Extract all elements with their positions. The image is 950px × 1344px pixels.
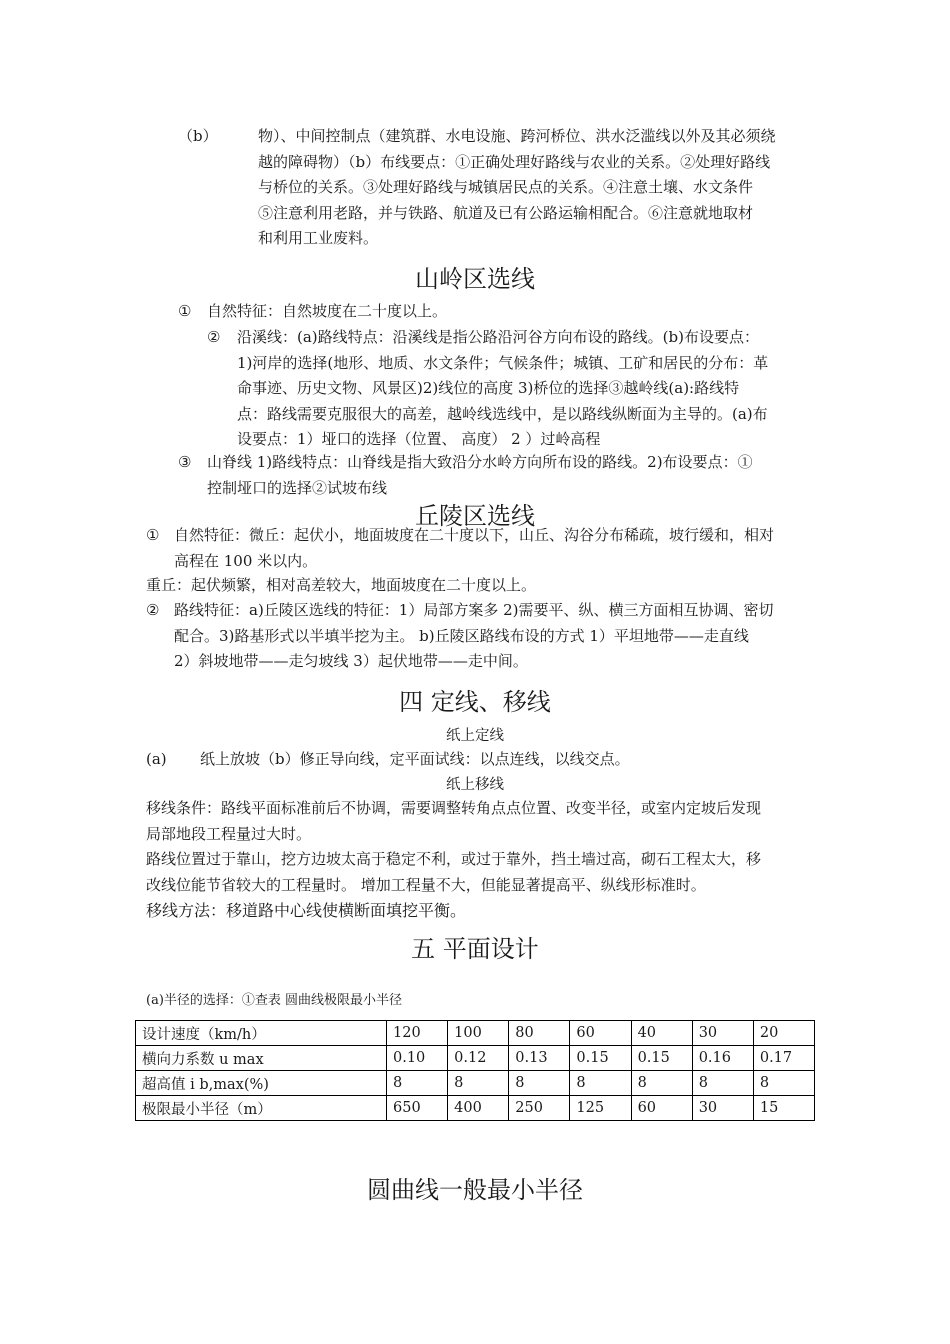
- hill-item2-line: 路线特征：a)丘陵区选线的特征：1）局部方案多 2)需要平、纵、横三方面相互协调、密切: [174, 601, 774, 619]
- move-line: 移线条件：路线平面标准前后不协调，需要调整转角点点位置、改变半径，或室内定坡后发现: [146, 799, 762, 817]
- table-row: [136, 1096, 815, 1121]
- intro-line: ⑤注意利用老路，并与铁路、航道及已有公路运输相配合。⑥注意就地取材: [258, 203, 754, 222]
- table-cell: 125: [570, 1096, 631, 1121]
- table-cell: 0.12: [448, 1046, 509, 1071]
- table-cell: 横向力系数 u max: [136, 1046, 387, 1071]
- table-row: [136, 1021, 815, 1046]
- heading-mountain: 山岭区选线: [415, 265, 535, 293]
- hill-item2-paragraph: [174, 598, 819, 675]
- table-cell: 8: [692, 1071, 753, 1096]
- mountain-item2-line: 1)河岸的选择(地形、地质、水文条件；气候条件；城镇、工矿和居民的分布：革: [237, 353, 769, 372]
- table-cell: 0.17: [753, 1046, 814, 1071]
- hill-item1-line: 高程在 100 米以内。: [174, 551, 318, 570]
- heading-general-radius: 圆曲线一般最小半径: [367, 1176, 583, 1204]
- table-cell: 60: [631, 1096, 692, 1121]
- mountain-item2-line: 沿溪线：(a)路线特点：沿溪线是指公路沿河谷方向布设的路线。(b)布设要点：: [237, 328, 759, 346]
- hill-item2-line: 配合。3)路基形式以半填半挖为主。 b)丘陵区路线布设的方式 1）平坦地带——走直线: [174, 626, 749, 645]
- mountain-item3-line: 山脊线 1)路线特点：山脊线是指大致沿分水岭方向所布设的路线。2)布设要点：①: [207, 453, 753, 471]
- hill-item2-line: 2）斜坡地带——走匀坡线 3）起伏地带——走中间。: [174, 652, 528, 670]
- table-cell: 400: [448, 1096, 509, 1121]
- mountain-item2-paragraph: [237, 325, 817, 453]
- table-cell: 0.15: [631, 1046, 692, 1071]
- table-cell: 0.15: [570, 1046, 631, 1071]
- hill-item1-paragraph: [174, 523, 819, 574]
- mountain-item2-marker: ②: [207, 328, 221, 346]
- hill-heavy-text: 重丘：起伏频繁，相对高差较大，地面坡度在二十度以上。: [146, 576, 537, 594]
- mountain-item3-line: 控制垭口的选择②试坡布线: [207, 478, 388, 497]
- table-cell: 8: [570, 1071, 631, 1096]
- locate-text: 纸上放坡（b）修正导向线，定平面试线：以点连线，以线交点。: [200, 750, 630, 768]
- table-cell: 0.10: [387, 1046, 448, 1071]
- table-cell: 100: [448, 1021, 509, 1046]
- table-cell: 40: [631, 1021, 692, 1046]
- table-row: [136, 1046, 815, 1071]
- mountain-item1-marker: ①: [178, 302, 192, 320]
- heading-section4: 四 定线、移线: [399, 688, 551, 716]
- intro-line: 越的障碍物）（b）布线要点：①正确处理好路线与农业的关系。②处理好路线: [258, 152, 771, 171]
- table-cell: 8: [509, 1071, 570, 1096]
- table-cell: 80: [509, 1021, 570, 1046]
- hill-item2-marker: ②: [146, 601, 160, 619]
- intro-paragraph: [258, 124, 818, 252]
- table-cell: 8: [753, 1071, 814, 1096]
- table-cell: 20: [753, 1021, 814, 1046]
- subheading-paper-locate: 纸上定线: [446, 728, 504, 744]
- heading-section5: 五 平面设计: [411, 935, 539, 963]
- mountain-item2-line: 命事迹、历史文物、风景区)2)线位的高度 3)桥位的选择③越岭线(a):路线特: [237, 379, 740, 397]
- mountain-item2-line: 点：路线需要克服很大的高差，越岭线选线中，是以路线纵断面为主导的。(a)布: [237, 404, 768, 423]
- mountain-item2-line: 设要点：1）垭口的选择（位置、 高度） 2 ）过岭高程: [237, 430, 601, 448]
- table-cell: 15: [753, 1096, 814, 1121]
- locate-marker: (a): [146, 750, 167, 768]
- table-row: [136, 1071, 815, 1096]
- move-method: 移线方法：移道路中心线使横断面填挖平衡。: [146, 901, 467, 920]
- hill-item1-line: 自然特征：微丘：起伏小，地面坡度在二十度以下，山丘、沟谷分布稀疏，坡行缓和，相对: [174, 526, 775, 544]
- table-cell: 30: [692, 1021, 753, 1046]
- table-cell: 8: [387, 1071, 448, 1096]
- intro-line: 与桥位的关系。③处理好路线与城镇居民点的关系。④注意土壤、水文条件: [258, 178, 754, 196]
- table-cell: 超高值 i b,max(%): [136, 1071, 387, 1096]
- table-cell: 250: [509, 1096, 570, 1121]
- move-line: 改线位能节省较大的工程量时。 增加工程量不大，但能显著提高平、纵线形标准时。: [146, 875, 706, 894]
- table-cell: 30: [692, 1096, 753, 1121]
- table-caption: (a)半径的选择：①查表 圆曲线极限最小半径: [146, 993, 403, 1008]
- move-paragraph: [146, 796, 826, 924]
- table-cell: 极限最小半径（m）: [136, 1096, 387, 1121]
- intro-line: 物）、中间控制点（建筑群、水电设施、跨河桥位、洪水泛滥线以外及其必须绕: [258, 127, 776, 145]
- mountain-item3-paragraph: [207, 450, 817, 501]
- move-line: 路线位置过于靠山，挖方边坡太高于稳定不利，或过于靠外，挡土墙过高，砌石工程太大，移: [146, 850, 762, 868]
- intro-line: 和利用工业废料。: [258, 229, 379, 247]
- move-line: 局部地段工程量过大时。: [146, 824, 312, 843]
- table-cell: 0.16: [692, 1046, 753, 1071]
- table-cell: 60: [570, 1021, 631, 1046]
- table-cell: 8: [631, 1071, 692, 1096]
- radius-table: [135, 1020, 815, 1121]
- intro-marker: （b）: [178, 127, 218, 145]
- table-cell: 120: [387, 1021, 448, 1046]
- heading-hill: 丘陵区选线: [415, 502, 535, 530]
- table-cell: 0.13: [509, 1046, 570, 1071]
- table-cell: 8: [448, 1071, 509, 1096]
- subheading-paper-move: 纸上移线: [446, 777, 504, 793]
- table-cell: 650: [387, 1096, 448, 1121]
- mountain-item3-marker: ③: [178, 453, 192, 471]
- table-cell: 设计速度（km/h）: [136, 1021, 387, 1046]
- mountain-item1-text: 自然特征：自然坡度在二十度以上。: [207, 302, 448, 320]
- hill-item1-marker: ①: [146, 526, 160, 544]
